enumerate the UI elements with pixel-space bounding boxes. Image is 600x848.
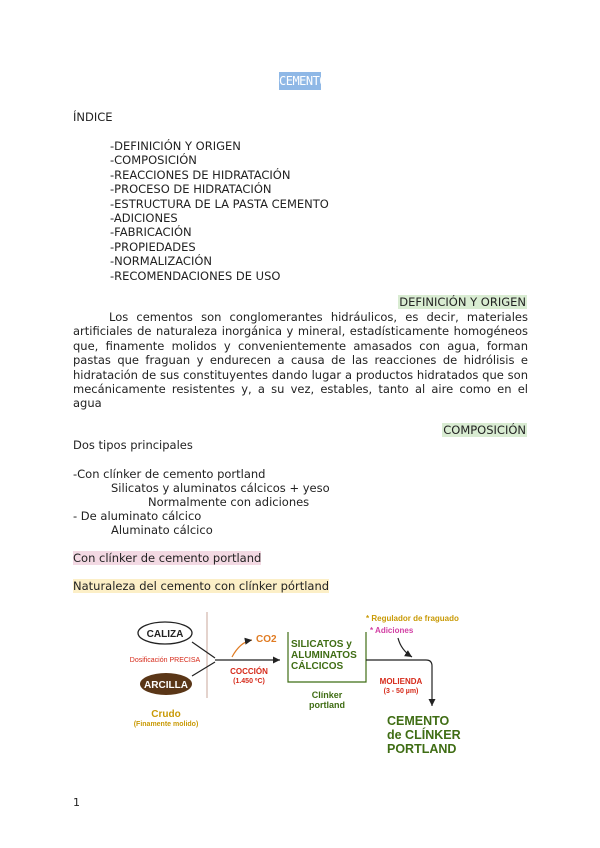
arrow-arcilla: [192, 662, 215, 676]
adiciones-label: * Adiciones: [370, 626, 414, 635]
silicatos-label-2: ALUMINATOS: [291, 650, 357, 661]
cemento-label-3: PORTLAND: [387, 742, 457, 756]
index-heading: ÍNDICE: [73, 110, 113, 124]
highlight-yellow: Naturaleza del cemento con clínker pórtland: [73, 579, 330, 593]
arcilla-label: ARCILLA: [144, 680, 188, 691]
composicion-item-1: -Con clínker de cemento portland: [73, 467, 266, 481]
arrow-caliza: [192, 642, 215, 658]
section-heading-definicion: DEFINICIÓN Y ORIGEN: [399, 295, 526, 309]
coccion-label: COCCIÓN: [230, 667, 268, 676]
cemento-label-1: CEMENTO: [387, 714, 450, 728]
silicatos-label-1: SILICATOS y: [291, 639, 352, 650]
index-list: [110, 139, 329, 283]
index-item: -PROCESO DE HIDRATACIÓN: [110, 182, 272, 197]
crudo-label: Crudo: [151, 709, 181, 720]
index-item: -NORMALIZACIÓN: [110, 254, 213, 269]
molienda-label: MOLIENDA: [379, 677, 423, 686]
index-item: -REACCIONES DE HIDRATACIÓN: [110, 167, 291, 182]
clinker-label-2: portland: [309, 700, 345, 710]
definicion-text: Los cementos son conglomerantes hidráulicos, es decir, materiales artificiales de naturaleza inorgánica y mineral, estadísticamente homogéneos que, finamente molidos y convenientemente amasados con agua, forman pastas que fraguan y endurecen a causa de las reacciones de hidrólisis e hidratación de sus constituyentes dando lugar a productos hidratados que son mecánicamente resistentes y, a su vez, estables, tanto al aire como en el agua: [73, 310, 528, 411]
index-item: -DEFINICIÓN Y ORIGEN: [110, 139, 241, 153]
page-number: 1: [73, 796, 80, 809]
arrow-adiciones: [398, 638, 412, 657]
arrow-co2: [232, 640, 252, 657]
clinker-label-1: Clínker: [311, 690, 343, 700]
index-item: -ADICIONES: [110, 211, 178, 226]
index-item: -COMPOSICIÓN: [110, 153, 197, 168]
index-item: -RECOMENDACIONES DE USO: [110, 268, 281, 283]
composicion-item-1-sub2: Normalmente con adiciones: [148, 495, 310, 509]
composicion-intro: Dos tipos principales: [73, 438, 193, 452]
co2-label: CO2: [256, 634, 277, 645]
crudo-sub-label: (Finamente molido): [133, 721, 199, 728]
dosificacion-label: Dosificación PRECISA: [129, 657, 201, 664]
highlight-pink: Con clínker de cemento portland: [73, 551, 262, 565]
coccion-temp-label: (1.450 ºC): [233, 678, 265, 685]
section-heading-composicion: COMPOSICIÓN: [443, 423, 526, 437]
cemento-label-2: de CLÍNKER: [387, 728, 461, 742]
definicion-paragraph: [73, 310, 528, 411]
caliza-label: CALIZA: [146, 629, 184, 640]
composicion-item-2: - De aluminato cálcico: [73, 509, 202, 523]
index-item: -FABRICACIÓN: [110, 225, 192, 240]
arrow-down-cemento: [426, 660, 432, 706]
composicion-item-2-sub: Aluminato cálcico: [111, 523, 213, 537]
index-item: -ESTRUCTURA DE LA PASTA CEMENTO: [110, 196, 329, 211]
regulador-label: * Regulador de fraguado: [366, 614, 459, 623]
silicatos-label-3: CÁLCICOS: [291, 661, 344, 672]
molienda-sub-label: (3 - 50 µm): [383, 688, 419, 695]
composicion-item-1-sub: Silicatos y aluminatos cálcicos + yeso: [111, 481, 330, 495]
index-item: -PROPIEDADES: [110, 239, 196, 254]
clinker-process-diagram: [0, 600, 600, 770]
page-title: CEMENTO: [279, 74, 327, 88]
